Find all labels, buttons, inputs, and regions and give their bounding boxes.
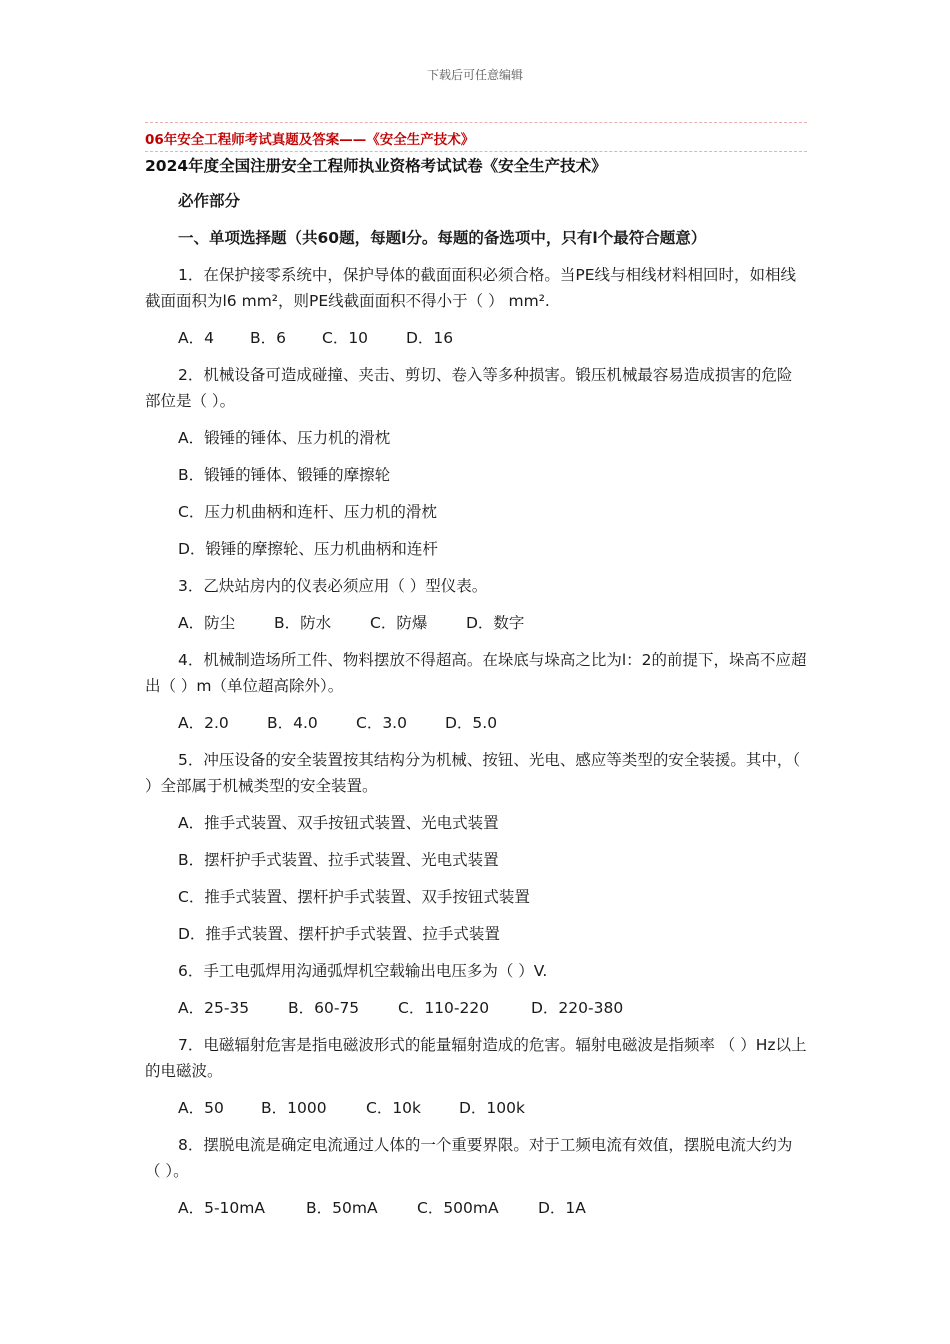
- option: A．防尘: [178, 614, 236, 632]
- option: D．100k: [459, 1099, 525, 1117]
- header-note: 下载后可任意编辑: [426, 68, 523, 82]
- question-stem: 7．电磁辐射危害是指电磁波形式的能量辐射造成的危害。辐射电磁波是指频率 （ ）Hz以上的电磁波。: [145, 1036, 807, 1080]
- question-options: [145, 1095, 807, 1121]
- section-heading: 必作部分: [178, 192, 241, 210]
- option: D．5.0: [445, 714, 498, 732]
- option: D．数字: [466, 614, 525, 632]
- option: B．摆杆护手式装置、拉手式装置、光电式装置: [178, 851, 499, 869]
- option: C．3.0: [356, 714, 407, 732]
- question-stem: 5．冲压设备的安全装置按其结构分为机械、按钮、光电、感应等类型的安全装援。其中，（ ）全部属于机械类型的安全装置。: [145, 751, 801, 795]
- option: C．500mA: [417, 1199, 499, 1217]
- option: A．4: [178, 329, 214, 347]
- option: C．10: [322, 329, 369, 347]
- question-options: [145, 1195, 807, 1221]
- option: B．防水: [274, 614, 332, 632]
- option: A．2.0: [178, 714, 229, 732]
- option: A．50: [178, 1099, 224, 1117]
- option: B．50mA: [306, 1199, 378, 1217]
- option: C．压力机曲柄和连杆、压力机的滑枕: [178, 503, 437, 521]
- option: A．25-35: [178, 999, 250, 1017]
- option: D．16: [406, 329, 454, 347]
- question-stem: 2．机械设备可造成碰撞、夹击、剪切、卷入等多种损害。锻压机械最容易造成损害的危险部位是（ ）。: [145, 366, 793, 410]
- part-heading: 一、单项选择题（共60题，每题l分。每题的备选项中，只有l个最符合题意）: [178, 229, 707, 247]
- question-stem: 8．摆脱电流是确定电流通过人体的一个重要界限。对于工频电流有效值，摆脱电流大约为（ ）。: [145, 1136, 793, 1180]
- option: D．1A: [538, 1199, 586, 1217]
- option: B．4.0: [267, 714, 318, 732]
- question-stem: 3．乙炔站房内的仪表必须应用（ ）型仪表。: [178, 577, 488, 595]
- document-body: [145, 188, 807, 1232]
- option: C．推手式装置、摆杆护手式装置、双手按钮式装置: [178, 888, 530, 906]
- red-title-link[interactable]: 06年安全工程师考试真题及答案——《安全生产技术》: [145, 132, 475, 148]
- option: A．5-10mA: [178, 1199, 265, 1217]
- option: B．6: [250, 329, 286, 347]
- question-options: [145, 610, 807, 636]
- option: C．防爆: [370, 614, 428, 632]
- question-options: [145, 710, 807, 736]
- option: D．锻锤的摩擦轮、压力机曲柄和连杆: [178, 540, 438, 558]
- option: B．60-75: [288, 999, 360, 1017]
- option: D．220-380: [531, 999, 624, 1017]
- question-stem: 1．在保护接零系统中，保护导体的截面面积必须合格。当PE线与相线材料相回时，如相线截面面积为l6 mm²，则PE线截面面积不得小于（ ） mm².: [145, 266, 797, 310]
- option: D．推手式装置、摆杆护手式装置、拉手式装置: [178, 925, 500, 943]
- question-stem: 6．手工电弧焊用沟通弧焊机空载输出电压多为（ ）V.: [178, 962, 548, 980]
- option: A．锻锤的锤体、压力机的滑枕: [178, 429, 391, 447]
- option: B．锻锤的锤体、锻锤的摩擦轮: [178, 466, 391, 484]
- option: B．1000: [261, 1099, 327, 1117]
- option: C．110-220: [398, 999, 490, 1017]
- question-options: [145, 995, 807, 1021]
- option: A．推手式装置、双手按钮式装置、光电式装置: [178, 814, 499, 832]
- document-title: 2024年度全国注册安全工程师执业资格考试试卷《安全生产技术》: [145, 157, 607, 175]
- question-stem: 4．机械制造场所工件、物料摆放不得超高。在垛底与垛高之比为l：2的前提下，垛高不应超出（ ）m（单位超高除外）。: [145, 651, 807, 695]
- question-options: [145, 325, 807, 351]
- option: C．10k: [366, 1099, 422, 1117]
